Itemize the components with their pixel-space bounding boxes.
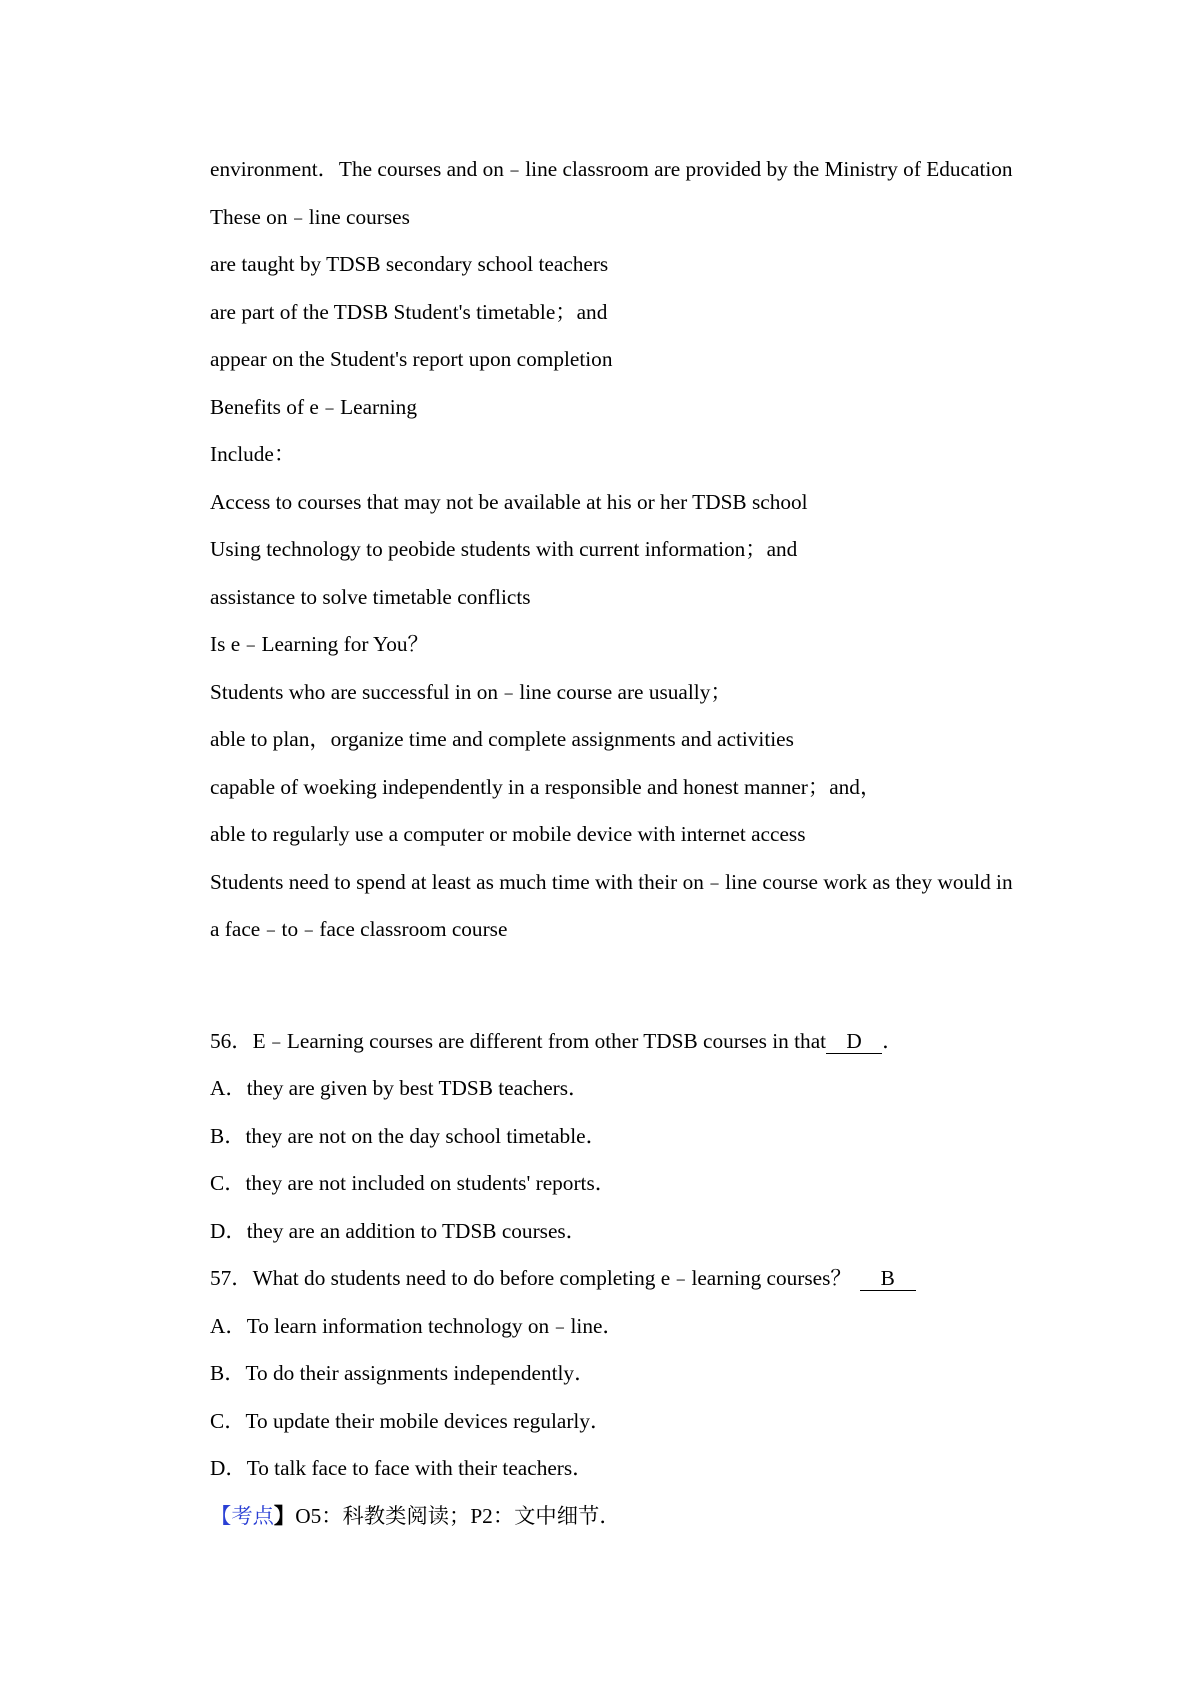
passage-line: Students need to spend at least as much time with their on﹣line course work as they would in xyxy=(210,869,1013,894)
answer-blank: D xyxy=(826,1029,882,1054)
passage-line: appear on the Student's report upon completion xyxy=(210,347,613,371)
option-label: A． xyxy=(210,1313,247,1338)
kaodian-bracket-open: 【 xyxy=(210,1503,232,1528)
option-text: To talk face to face with their teachers． xyxy=(246,1456,594,1480)
question-end-punctuation: ． xyxy=(882,1028,904,1053)
question-list xyxy=(210,1018,1170,1541)
option-label: B． xyxy=(210,1361,246,1385)
question-number: 56． xyxy=(210,1028,253,1053)
option-label: C． xyxy=(210,1171,246,1195)
passage-line: able to regularly use a computer or mobile device with internet access xyxy=(210,822,806,846)
option-text: they are an addition to TDSB courses． xyxy=(246,1218,587,1243)
kaodian-content: O5：科教类阅读；P2：文中细节． xyxy=(295,1503,621,1528)
answer-blank: B xyxy=(860,1266,916,1291)
option-label: D． xyxy=(210,1456,247,1480)
option-a xyxy=(210,1303,1170,1351)
passage-line: a face﹣to﹣face classroom course xyxy=(210,917,508,941)
passage-line: These on﹣line courses xyxy=(210,204,410,229)
reading-passage xyxy=(210,146,1170,954)
option-text: they are not included on students' reports． xyxy=(245,1171,617,1195)
passage-line: environment．The courses and on﹣line classroom are provided by the Ministry of Education xyxy=(210,157,1013,181)
passage-line: Is e﹣Learning for You？ xyxy=(210,632,429,656)
question-text: What do students need to do before completing e﹣learning courses？ xyxy=(252,1266,852,1290)
option-label: C． xyxy=(210,1408,246,1433)
passage-line: capable of woeking independently in a responsible and honest manner；and， xyxy=(210,774,882,799)
page-content xyxy=(210,146,1170,1540)
question-text: E﹣Learning courses are different from other TDSB courses in that xyxy=(252,1028,827,1053)
question-number: 57． xyxy=(210,1266,253,1290)
option-c xyxy=(210,1398,1170,1446)
option-text: they are given by best TDSB teachers． xyxy=(246,1076,590,1100)
passage-line: Benefits of e﹣Learning xyxy=(210,394,417,419)
passage-line: Using technology to peobide students with current information；and xyxy=(210,537,798,561)
option-label: D． xyxy=(210,1218,247,1243)
kaodian-note xyxy=(210,1493,1170,1541)
option-a xyxy=(210,1065,1170,1113)
passage-line: assistance to solve timetable conflicts xyxy=(210,584,531,609)
passage-line: able to plan，organize time and complete assignments and activities xyxy=(210,727,794,751)
passage-line: Include： xyxy=(210,442,296,466)
kaodian-bracket-close: 】 xyxy=(273,1503,296,1528)
passage-line: are taught by TDSB secondary school teachers xyxy=(210,252,609,276)
option-label: A． xyxy=(210,1076,247,1100)
option-b xyxy=(210,1350,1170,1398)
question-57-stem xyxy=(210,1255,1170,1303)
option-text: To learn information technology on﹣line． xyxy=(246,1313,624,1338)
passage-line: Students who are successful in on﹣line course are usually； xyxy=(210,679,732,704)
kaodian-label: 考点 xyxy=(231,1503,274,1528)
option-b xyxy=(210,1113,1170,1161)
option-label: B． xyxy=(210,1123,246,1148)
option-text: they are not on the day school timetable． xyxy=(245,1123,607,1148)
passage-line: Access to courses that may not be available at his or her TDSB school xyxy=(210,489,808,514)
option-c xyxy=(210,1160,1170,1208)
option-d xyxy=(210,1445,1170,1493)
option-text: To update their mobile devices regularly． xyxy=(245,1408,612,1433)
option-text: To do their assignments independently． xyxy=(245,1361,596,1385)
passage-line: are part of the TDSB Student's timetable；and xyxy=(210,299,608,324)
option-d xyxy=(210,1208,1170,1256)
question-56-stem xyxy=(210,1018,1170,1066)
